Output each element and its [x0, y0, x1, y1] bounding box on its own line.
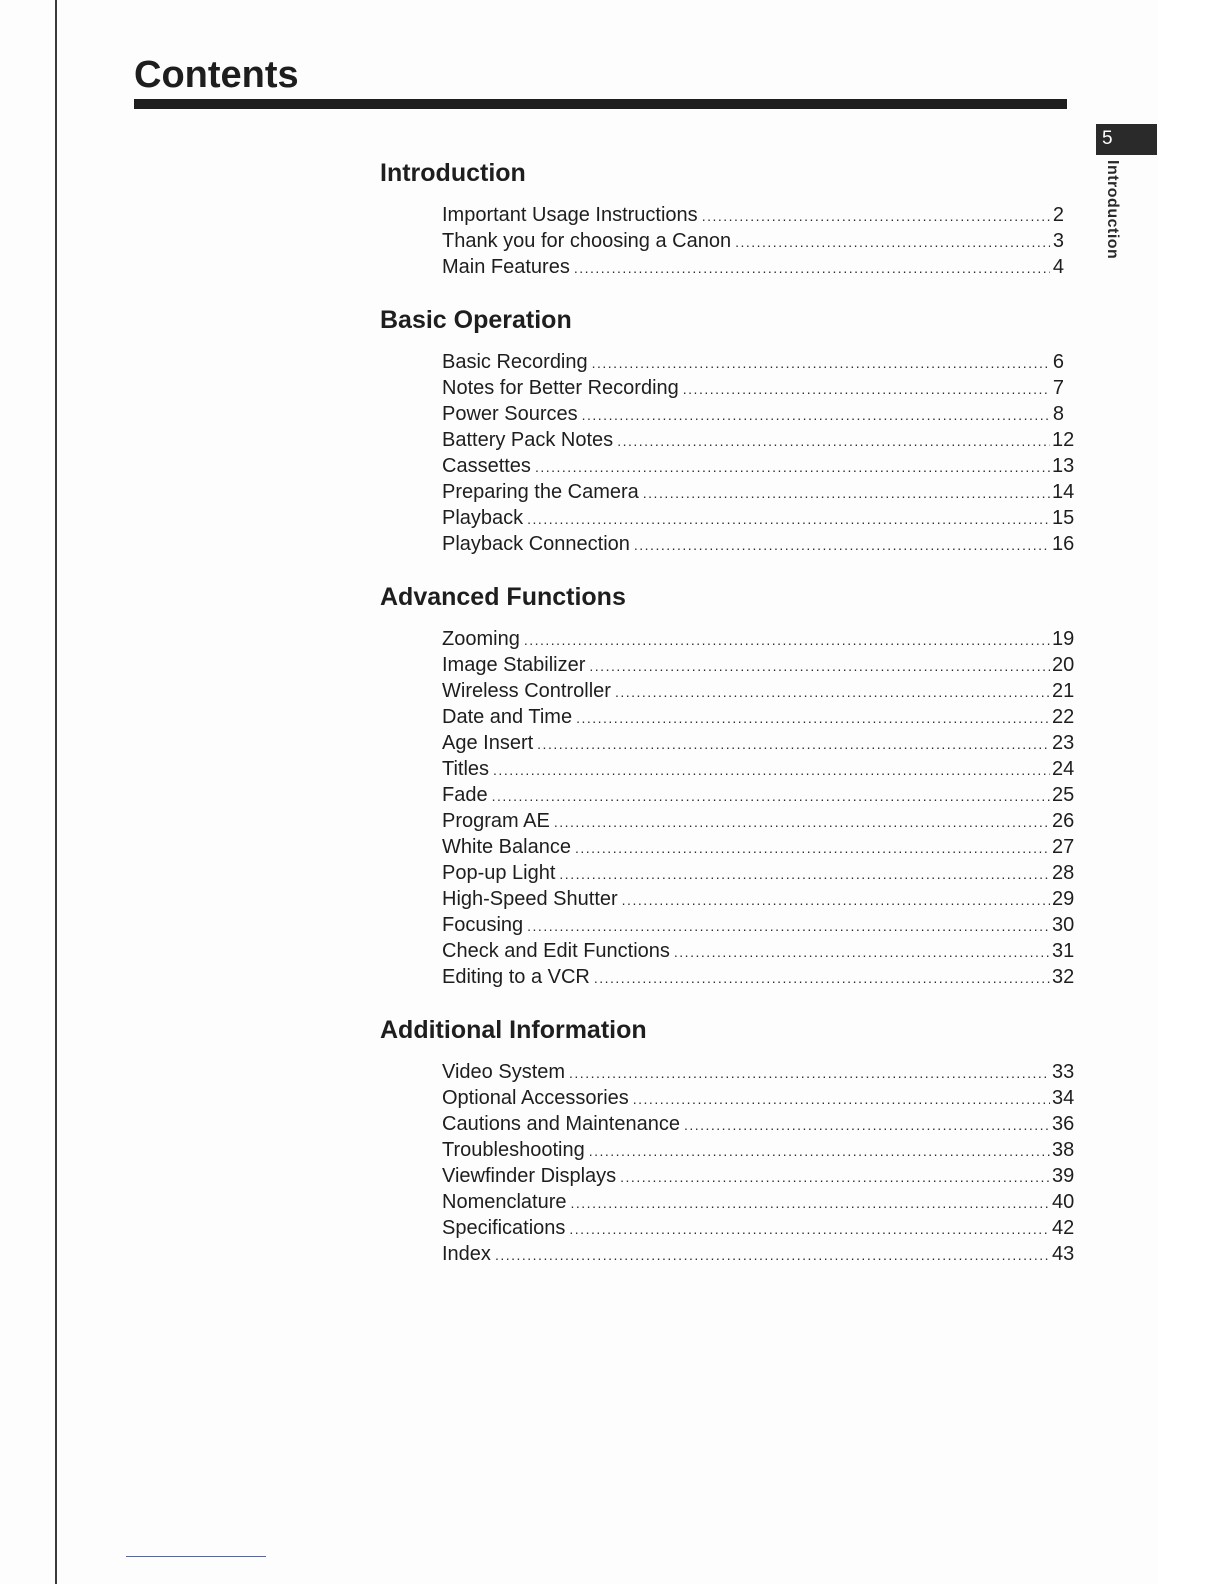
dot-leader	[589, 1138, 1050, 1164]
dot-leader	[702, 203, 1050, 229]
toc-entry-page: 31	[1052, 940, 1075, 962]
toc-entry-label: White Balance	[442, 836, 571, 858]
dot-leader	[620, 1164, 1050, 1190]
toc-entry[interactable]	[442, 834, 1075, 860]
dot-leader	[684, 1112, 1050, 1138]
toc-entry-page: 7	[1052, 377, 1064, 399]
toc-entry[interactable]	[442, 1111, 1075, 1137]
toc-entry-page: 3	[1052, 230, 1064, 252]
dot-leader	[571, 1190, 1050, 1216]
toc-entry-page: 6	[1052, 351, 1064, 373]
toc-entry-label: Battery Pack Notes	[442, 429, 614, 451]
dot-leader	[495, 1242, 1050, 1268]
toc-entry[interactable]	[442, 1059, 1075, 1085]
toc-entry-label: Cassettes	[442, 455, 531, 477]
toc-entry[interactable]	[442, 1137, 1075, 1163]
toc-entry-page: 23	[1052, 732, 1075, 754]
toc-entry-page: 36	[1052, 1113, 1075, 1135]
toc-entry[interactable]	[442, 453, 1075, 479]
toc-entry[interactable]	[442, 704, 1075, 730]
toc-entry-label: Nomenclature	[442, 1191, 567, 1213]
toc-entry-page: 38	[1052, 1139, 1075, 1161]
section-entries	[442, 349, 1075, 557]
toc-entry-page: 21	[1052, 680, 1075, 702]
toc-entry-label: Power Sources	[442, 403, 578, 425]
toc-entry-label: Thank you for choosing a Canon	[442, 230, 732, 252]
toc-entry[interactable]	[442, 479, 1075, 505]
toc-entry[interactable]	[442, 626, 1075, 652]
toc-entry[interactable]	[442, 349, 1064, 375]
toc-entry-label: Playback Connection	[442, 533, 630, 555]
section-entries	[442, 202, 1064, 280]
dot-leader	[735, 229, 1050, 255]
toc-entry[interactable]	[442, 652, 1075, 678]
dot-leader	[492, 783, 1050, 809]
toc-entry-label: Cautions and Maintenance	[442, 1113, 680, 1135]
dot-leader	[554, 809, 1050, 835]
toc-entry-page: 39	[1052, 1165, 1075, 1187]
dot-leader	[559, 861, 1050, 887]
dot-leader	[569, 1216, 1050, 1242]
toc-entry[interactable]	[442, 1189, 1075, 1215]
toc-entry-page: 2	[1052, 204, 1064, 226]
toc-entry-page: 19	[1052, 628, 1075, 650]
toc-entry[interactable]	[442, 228, 1064, 254]
toc-entry-label: Preparing the Camera	[442, 481, 639, 503]
toc-entry[interactable]	[442, 375, 1064, 401]
toc-entry[interactable]	[442, 886, 1075, 912]
dot-leader	[589, 653, 1050, 679]
toc-entry[interactable]	[442, 860, 1075, 886]
chapter-side-label: Introduction	[1104, 160, 1121, 260]
toc-entry-label: Check and Edit Functions	[442, 940, 670, 962]
section-entries	[442, 626, 1075, 990]
toc-entry-label: Viewfinder Displays	[442, 1165, 617, 1187]
toc-section-introduction	[380, 158, 1064, 280]
table-of-contents	[380, 155, 1075, 1267]
toc-entry-page: 28	[1052, 862, 1075, 884]
dot-leader	[535, 454, 1050, 480]
toc-entry-label: Image Stabilizer	[442, 654, 586, 676]
dot-leader	[633, 1086, 1050, 1112]
dot-leader	[592, 350, 1050, 376]
toc-entry-label: Playback	[442, 507, 524, 529]
toc-entry-page: 27	[1052, 836, 1075, 858]
toc-entry[interactable]	[442, 427, 1075, 453]
toc-entry-label: Focusing	[442, 914, 524, 936]
toc-entry-label: Pop-up Light	[442, 862, 556, 884]
toc-entry-page: 34	[1052, 1087, 1075, 1109]
dot-leader	[493, 757, 1050, 783]
toc-entry-page: 43	[1052, 1243, 1075, 1265]
dot-leader	[582, 402, 1050, 428]
toc-entry-page: 42	[1052, 1217, 1075, 1239]
toc-entry[interactable]	[442, 1215, 1075, 1241]
toc-entry-page: 16	[1052, 533, 1075, 555]
dot-leader	[683, 376, 1050, 402]
toc-entry-page: 29	[1052, 888, 1075, 910]
toc-entry[interactable]	[442, 964, 1075, 990]
dot-leader	[524, 627, 1050, 653]
dot-leader	[569, 1060, 1050, 1086]
section-title: Advanced Functions	[380, 583, 626, 611]
toc-entry[interactable]	[442, 505, 1075, 531]
toc-entry-label: Titles	[442, 758, 490, 780]
toc-entry-page: 15	[1052, 507, 1075, 529]
toc-entry-page: 8	[1052, 403, 1064, 425]
dot-leader	[527, 913, 1050, 939]
title-rule	[134, 99, 1067, 109]
dot-leader	[537, 731, 1050, 757]
toc-entry-label: Date and Time	[442, 706, 573, 728]
page-title: Contents	[134, 54, 299, 96]
toc-entry-page: 33	[1052, 1061, 1075, 1083]
dot-leader	[615, 679, 1050, 705]
toc-entry-label: Wireless Controller	[442, 680, 611, 702]
toc-entry-label: Age Insert	[442, 732, 534, 754]
toc-entry[interactable]	[442, 1163, 1075, 1189]
toc-entry-label: High-Speed Shutter	[442, 888, 618, 910]
toc-entry-label: Optional Accessories	[442, 1087, 629, 1109]
toc-entry[interactable]	[442, 782, 1075, 808]
page-margin-right	[1158, 0, 1224, 1584]
dot-leader	[594, 965, 1050, 991]
toc-section-advanced-functions	[380, 582, 1075, 990]
dot-leader	[622, 887, 1050, 913]
toc-entry-page: 32	[1052, 966, 1075, 988]
toc-entry-page: 14	[1052, 481, 1075, 503]
section-entries	[442, 1059, 1075, 1267]
toc-entry[interactable]	[442, 678, 1075, 704]
section-title: Introduction	[380, 159, 526, 187]
dot-leader	[574, 255, 1050, 281]
toc-entry[interactable]	[442, 531, 1075, 557]
section-title: Additional Information	[380, 1016, 647, 1044]
dot-leader	[575, 835, 1050, 861]
toc-entry-page: 20	[1052, 654, 1075, 676]
toc-entry-label: Basic Recording	[442, 351, 588, 373]
toc-entry[interactable]	[442, 1241, 1075, 1267]
dot-leader	[527, 506, 1050, 532]
toc-entry-label: Video System	[442, 1061, 566, 1083]
toc-entry-label: Notes for Better Recording	[442, 377, 679, 399]
toc-entry-page: 30	[1052, 914, 1075, 936]
toc-entry-page: 40	[1052, 1191, 1075, 1213]
toc-entry-label: Program AE	[442, 810, 550, 832]
toc-entry[interactable]	[442, 254, 1064, 280]
toc-entry-label: Specifications	[442, 1217, 566, 1239]
toc-entry[interactable]	[442, 756, 1075, 782]
toc-entry-page: 24	[1052, 758, 1075, 780]
toc-entry-page: 25	[1052, 784, 1075, 806]
dot-leader	[634, 532, 1050, 558]
section-title: Basic Operation	[380, 306, 572, 334]
toc-entry-page: 13	[1052, 455, 1075, 477]
dot-leader	[617, 428, 1050, 454]
toc-entry-page: 4	[1052, 256, 1064, 278]
page-binding-edge	[55, 0, 57, 1584]
toc-entry-label: Index	[442, 1243, 491, 1265]
bottom-link-underline	[126, 1556, 266, 1557]
toc-section-additional-information	[380, 1015, 1075, 1267]
toc-entry[interactable]	[442, 730, 1075, 756]
chapter-tab	[1096, 124, 1157, 155]
page-number: 5	[1102, 128, 1113, 149]
toc-entry-page: 12	[1052, 429, 1075, 451]
toc-entry-label: Editing to a VCR	[442, 966, 590, 988]
toc-entry-page: 26	[1052, 810, 1075, 832]
toc-entry[interactable]	[442, 938, 1075, 964]
toc-entry-page: 22	[1052, 706, 1075, 728]
dot-leader	[643, 480, 1050, 506]
toc-entry[interactable]	[442, 1085, 1075, 1111]
toc-entry-label: Main Features	[442, 256, 570, 278]
toc-entry[interactable]	[442, 808, 1075, 834]
toc-entry[interactable]	[442, 912, 1075, 938]
toc-entry-label: Troubleshooting	[442, 1139, 585, 1161]
dot-leader	[674, 939, 1050, 965]
toc-entry-label: Important Usage Instructions	[442, 204, 698, 226]
toc-entry-label: Fade	[442, 784, 488, 806]
toc-section-basic-operation	[380, 305, 1075, 557]
dot-leader	[576, 705, 1050, 731]
toc-entry[interactable]	[442, 401, 1064, 427]
toc-entry[interactable]	[442, 202, 1064, 228]
toc-entry-label: Zooming	[442, 628, 520, 650]
